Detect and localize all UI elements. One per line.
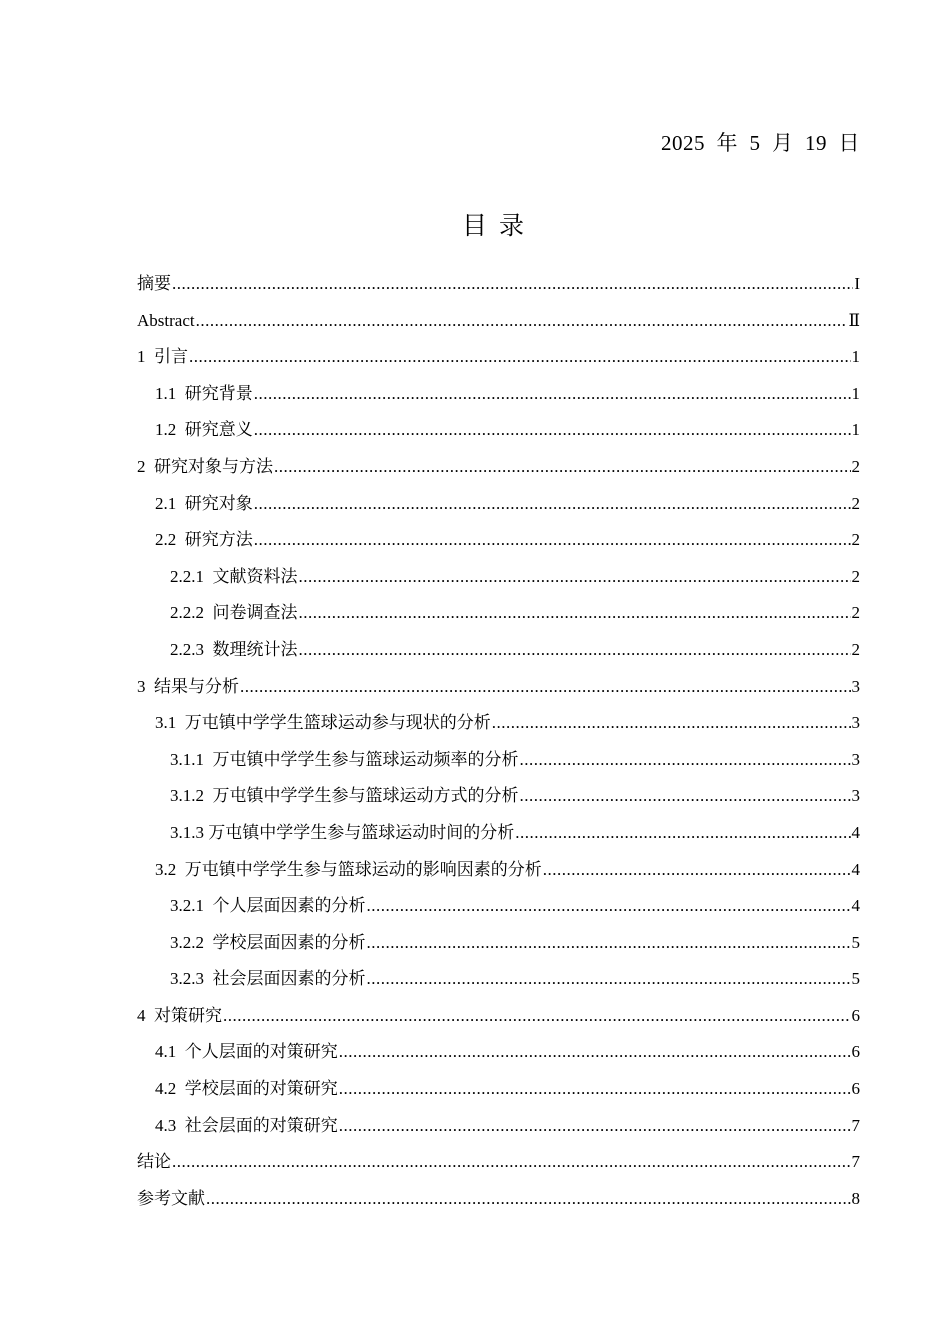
toc-entry[interactable] bbox=[137, 852, 860, 889]
toc-leader-dots bbox=[189, 339, 851, 376]
toc-entry-label: 4.2 学校层面的对策研究 bbox=[155, 1079, 338, 1099]
toc-entry-label: 2 研究对象与方法 bbox=[137, 456, 273, 476]
toc-entry[interactable] bbox=[137, 339, 860, 376]
table-of-contents bbox=[137, 266, 860, 1217]
toc-leader-dots bbox=[515, 815, 850, 852]
toc-entry-label: 2.2 研究方法 bbox=[155, 530, 253, 550]
toc-leader-dots bbox=[339, 1071, 851, 1108]
toc-leader-dots bbox=[196, 303, 848, 340]
toc-entry-page: 6 bbox=[851, 1005, 860, 1025]
toc-entry-label: 2.1 研究对象 bbox=[155, 493, 253, 513]
toc-leader-dots bbox=[299, 632, 851, 669]
toc-entry-label: 3.2.1 个人层面因素的分析 bbox=[170, 896, 366, 916]
toc-leader-dots bbox=[339, 1034, 851, 1071]
toc-entry-label: 3.1.2 万屯镇中学学生参与篮球运动方式的分析 bbox=[170, 786, 519, 806]
toc-entry-page: 3 bbox=[851, 786, 860, 806]
toc-entry[interactable] bbox=[137, 1144, 860, 1181]
toc-entry-page: 2 bbox=[851, 456, 860, 476]
toc-entry-page: 7 bbox=[851, 1152, 860, 1172]
toc-leader-dots bbox=[254, 412, 851, 449]
toc-leader-dots bbox=[543, 852, 851, 889]
toc-leader-dots bbox=[254, 376, 851, 413]
toc-entry[interactable] bbox=[137, 303, 860, 340]
toc-leader-dots bbox=[254, 522, 851, 559]
toc-leader-dots bbox=[492, 705, 851, 742]
toc-entry-label: 1 引言 bbox=[137, 347, 188, 367]
toc-entry-label: 参考文献 bbox=[137, 1188, 205, 1208]
toc-leader-dots bbox=[172, 1144, 851, 1181]
toc-title: 目录 bbox=[461, 213, 536, 240]
toc-entry[interactable] bbox=[137, 888, 860, 925]
toc-entry-label: Abstract bbox=[137, 310, 195, 330]
toc-entry[interactable] bbox=[137, 1108, 860, 1145]
toc-entry[interactable] bbox=[137, 815, 860, 852]
toc-entry-label: 4.3 社会层面的对策研究 bbox=[155, 1115, 338, 1135]
toc-entry[interactable] bbox=[137, 778, 860, 815]
toc-leader-dots bbox=[367, 961, 851, 998]
toc-entry[interactable] bbox=[137, 742, 860, 779]
toc-entry-page: 3 bbox=[851, 713, 860, 733]
toc-leader-dots bbox=[240, 669, 851, 706]
toc-entry-label: 1.1 研究背景 bbox=[155, 383, 253, 403]
toc-entry[interactable] bbox=[137, 669, 860, 706]
document-date: 2025 年 5 月 19 日 bbox=[661, 131, 860, 155]
toc-leader-dots bbox=[520, 742, 851, 779]
toc-entry-page: 6 bbox=[851, 1042, 860, 1062]
toc-entry-page: I bbox=[854, 274, 860, 293]
toc-entry-label: 4.1 个人层面的对策研究 bbox=[155, 1042, 338, 1062]
toc-leader-dots bbox=[367, 888, 851, 925]
toc-entry-page: 8 bbox=[851, 1188, 860, 1208]
toc-entry-label: 2.2.1 文献资料法 bbox=[170, 566, 298, 586]
toc-entry[interactable] bbox=[137, 705, 860, 742]
toc-entry[interactable] bbox=[137, 961, 860, 998]
toc-entry-page: 4 bbox=[851, 896, 860, 916]
toc-entry[interactable] bbox=[137, 486, 860, 523]
toc-entry[interactable] bbox=[137, 998, 860, 1035]
toc-entry-page: 1 bbox=[851, 347, 860, 367]
toc-entry-label: 3.1.1 万屯镇中学学生参与篮球运动频率的分析 bbox=[170, 749, 519, 769]
toc-entry-page: 3 bbox=[851, 676, 860, 696]
toc-entry[interactable] bbox=[137, 559, 860, 596]
toc-leader-dots bbox=[254, 486, 851, 523]
toc-entry-page: 4 bbox=[851, 822, 860, 842]
toc-entry[interactable] bbox=[137, 449, 860, 486]
toc-leader-dots bbox=[520, 778, 851, 815]
toc-entry-page: 2 bbox=[851, 639, 860, 659]
toc-entry-label: 3 结果与分析 bbox=[137, 676, 239, 696]
toc-entry-page: 7 bbox=[851, 1115, 860, 1135]
toc-entry-page: 1 bbox=[851, 420, 860, 440]
toc-entry-page: 5 bbox=[851, 969, 860, 989]
toc-entry-page: 5 bbox=[851, 932, 860, 952]
toc-entry-page: 6 bbox=[851, 1079, 860, 1099]
toc-entry-label: 摘要 bbox=[137, 274, 171, 293]
toc-leader-dots bbox=[274, 449, 851, 486]
toc-entry-label: 4 对策研究 bbox=[137, 1005, 222, 1025]
toc-leader-dots bbox=[299, 559, 851, 596]
toc-entry[interactable] bbox=[137, 522, 860, 559]
toc-entry[interactable] bbox=[137, 632, 860, 669]
toc-entry-label: 结论 bbox=[137, 1152, 171, 1172]
toc-leader-dots bbox=[367, 925, 851, 962]
toc-entry[interactable] bbox=[137, 595, 860, 632]
toc-entry-label: 3.1 万屯镇中学学生篮球运动参与现状的分析 bbox=[155, 713, 491, 733]
toc-leader-dots bbox=[299, 595, 851, 632]
toc-entry[interactable] bbox=[137, 266, 860, 303]
toc-leader-dots bbox=[206, 1181, 851, 1218]
toc-leader-dots bbox=[339, 1108, 851, 1145]
toc-entry[interactable] bbox=[137, 1071, 860, 1108]
toc-entry[interactable] bbox=[137, 925, 860, 962]
toc-entry-label: 3.2.3 社会层面因素的分析 bbox=[170, 969, 366, 989]
toc-leader-dots bbox=[223, 998, 851, 1035]
toc-entry-label: 1.2 研究意义 bbox=[155, 420, 253, 440]
toc-entry-page: 2 bbox=[851, 603, 860, 623]
toc-entry-page: 4 bbox=[851, 859, 860, 879]
toc-entry[interactable] bbox=[137, 1181, 860, 1218]
toc-entry-page: 1 bbox=[851, 383, 860, 403]
toc-entry-label: 2.2.2 问卷调查法 bbox=[170, 603, 298, 623]
toc-entry-page: 3 bbox=[851, 749, 860, 769]
toc-entry[interactable] bbox=[137, 376, 860, 413]
toc-entry-page: 2 bbox=[851, 493, 860, 513]
toc-entry[interactable] bbox=[137, 412, 860, 449]
toc-entry-page: 2 bbox=[851, 566, 860, 586]
toc-entry-label: 3.2 万屯镇中学学生参与篮球运动的影响因素的分析 bbox=[155, 859, 542, 879]
toc-leader-dots bbox=[172, 266, 853, 303]
toc-entry-label: 3.2.2 学校层面因素的分析 bbox=[170, 932, 366, 952]
toc-entry-label: 2.2.3 数理统计法 bbox=[170, 639, 298, 659]
toc-entry-page: Ⅱ bbox=[848, 310, 860, 330]
toc-entry[interactable] bbox=[137, 1034, 860, 1071]
toc-entry-label: 3.1.3 万屯镇中学学生参与篮球运动时间的分析 bbox=[170, 822, 515, 842]
toc-entry-page: 2 bbox=[851, 530, 860, 550]
